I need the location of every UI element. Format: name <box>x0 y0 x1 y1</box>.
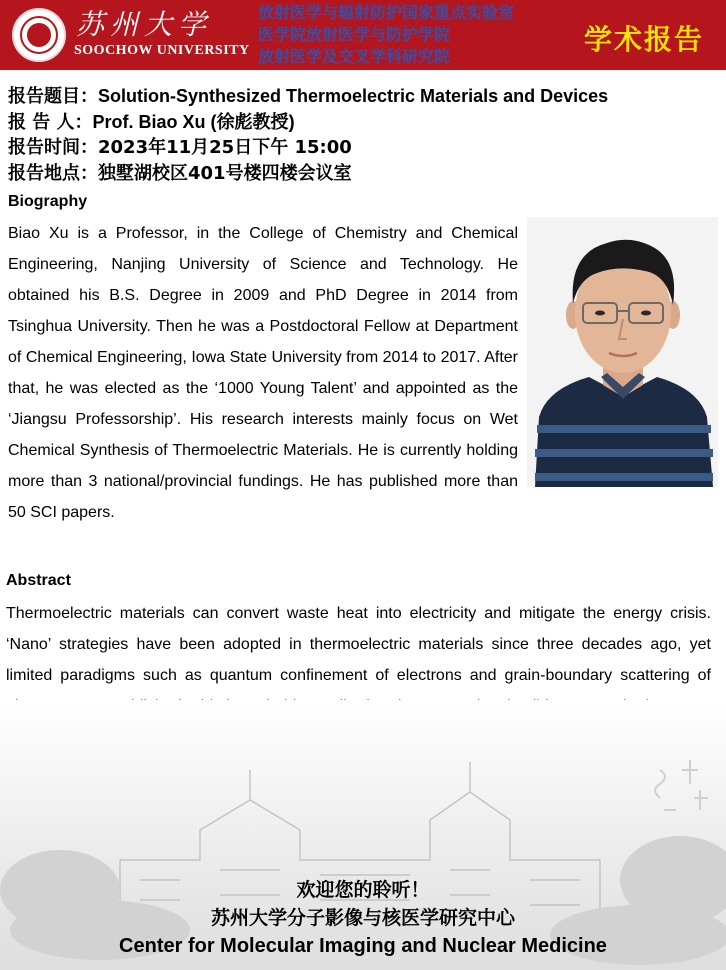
biography-text: Biao Xu is a Professor, in the College of Chemistry and Chemical Engineering, Nanjing University of Science and Technology. He obtained his B.S. Degree in 2009 and PhD Degree in 2014 from Tsinghua University. Then he was a Postdoctoral Fellow at Department of Chemical Engineering, Iowa State University from 2014 to 2017. After that, he was elected as the ‘1000 Young Talent’ and appointed as the ‘Jiangsu Professorship’. His research interests mainly focus on Wet Chemical Synthesis of Thermoelectric Materials. He is currently holding more than 3 national/provincial fundings. He has published more than 50 SCI papers. <box>8 225 518 521</box>
talk-place: 独墅湖校区401号楼四楼会议室 <box>98 162 352 184</box>
center-name-en: Center for Molecular Imaging and Nuclear Medicine <box>119 935 607 957</box>
speaker-name: Prof. Biao Xu ( <box>92 111 217 132</box>
talk-title: Solution-Synthesized Thermoelectric Materials and Devices <box>98 86 609 106</box>
place-line <box>8 161 718 187</box>
lab-list <box>258 2 578 68</box>
university-name-en: SOOCHOW UNIVERSITY <box>74 43 250 58</box>
footer <box>0 876 726 960</box>
talk-info <box>8 84 718 186</box>
place-label: 报告地点： <box>8 162 98 184</box>
speaker-photo <box>527 217 718 487</box>
talk-title-line <box>8 84 718 110</box>
speaker-portrait-icon <box>527 217 718 487</box>
lab-name-2: 医学院放射医学与防护学院 <box>258 25 451 44</box>
welcome-text: 欢迎您的聆听！ <box>296 879 430 901</box>
report-tag: 学术报告 <box>584 23 705 56</box>
talk-title-label: 报告题目： <box>8 86 98 107</box>
university-name-cn: 苏州大学 <box>76 8 213 41</box>
abstract-text: Thermoelectric materials can convert waste heat into electricity and mitigate the energy crisis. ‘Nano’ strategies have been adopted in thermoelectric materials since three decades ago, yet limited paradigms such as quantum confinement of electrons and grain-boundary scattering of <box>6 605 711 684</box>
speaker-name-cn: 徐彪教授 <box>216 111 289 133</box>
lab-name-3: 放射医学及交叉学科研究院 <box>258 47 451 66</box>
university-seal-icon <box>12 8 66 62</box>
biography-heading: Biography <box>8 193 88 210</box>
talk-time: 2023年11月25日下午 15:00 <box>98 137 352 158</box>
abstract-heading: Abstract <box>6 572 71 589</box>
center-name-cn: 苏州大学分子影像与核医学研究中心 <box>210 907 515 929</box>
speaker-line <box>8 110 718 136</box>
speaker-label: 报 告 人： <box>8 111 93 133</box>
header-band <box>0 0 726 70</box>
speaker-name-close: ) <box>288 111 295 132</box>
lab-name-1: 放射医学与辐射防护国家重点实验室 <box>258 3 515 22</box>
time-label: 报告时间： <box>8 137 98 158</box>
time-line <box>8 135 718 161</box>
